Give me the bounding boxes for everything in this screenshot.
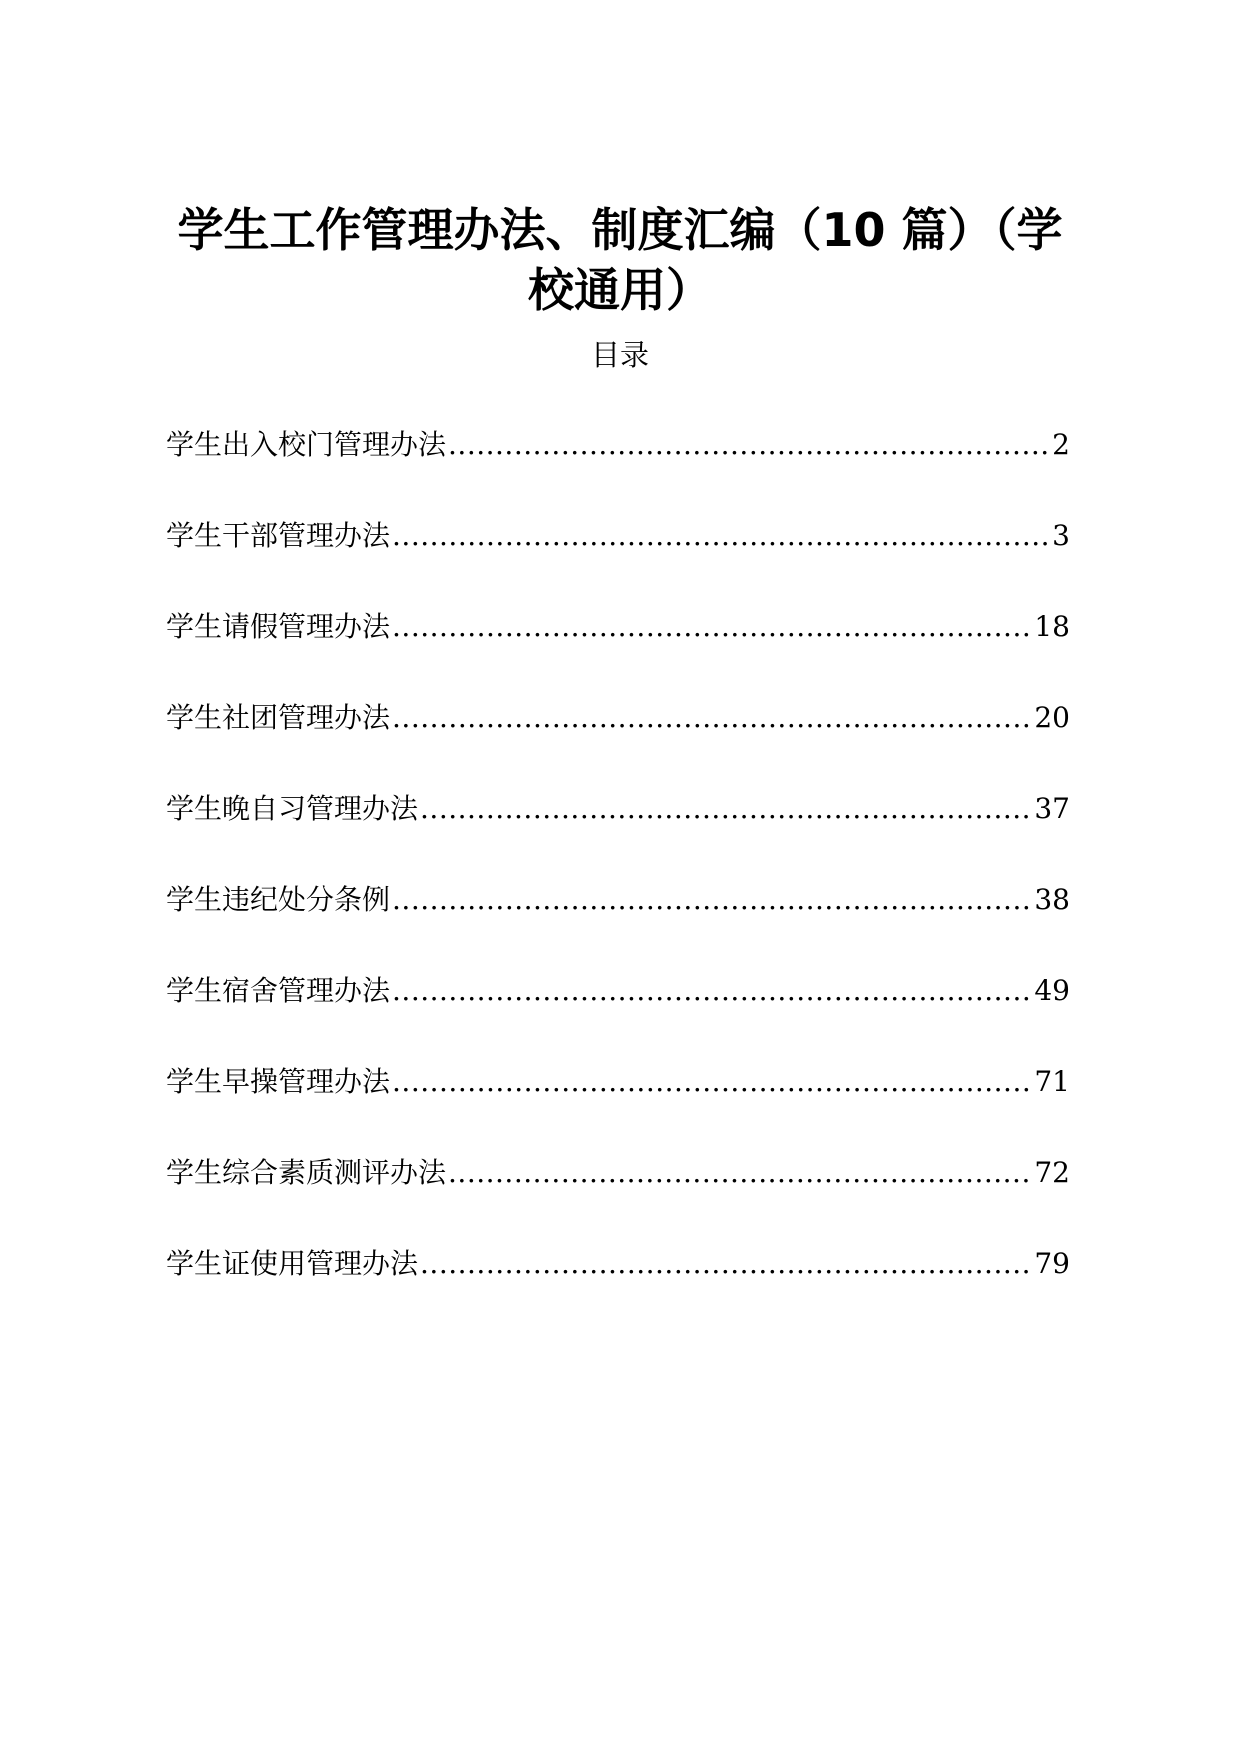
toc-entry[interactable] (166, 1062, 1070, 1153)
toc-dot-leader (420, 789, 1032, 829)
toc-dot-leader (392, 698, 1032, 738)
toc-entry[interactable] (166, 789, 1070, 880)
toc-entry-label: 学生证使用管理办法 (166, 1247, 419, 1280)
toc-entry-page: 71 (1034, 1065, 1070, 1098)
toc-entry[interactable] (166, 880, 1070, 971)
toc-entry-label: 学生综合素质测评办法 (166, 1156, 447, 1189)
toc-heading: 目录 (590, 338, 649, 372)
toc-entry-label: 学生早操管理办法 (166, 1065, 391, 1098)
toc-entry-page: 3 (1052, 519, 1070, 552)
toc-entry-label: 学生宿舍管理办法 (166, 974, 391, 1007)
toc-entry-label: 学生违纪处分条例 (166, 883, 391, 916)
toc-entry-page: 37 (1034, 792, 1070, 825)
toc-entry-page: 18 (1034, 610, 1070, 643)
toc-entry[interactable] (166, 425, 1070, 516)
toc-dot-leader (392, 971, 1032, 1011)
toc-entry[interactable] (166, 607, 1070, 698)
toc-entry-label: 学生出入校门管理办法 (166, 428, 447, 461)
table-of-contents (166, 425, 1070, 1335)
toc-entry-label: 学生社团管理办法 (166, 701, 391, 734)
toc-entry-page: 20 (1034, 701, 1070, 734)
toc-entry[interactable] (166, 698, 1070, 789)
toc-entry-label: 学生晚自习管理办法 (166, 792, 419, 825)
toc-dot-leader (392, 607, 1032, 647)
toc-entry[interactable] (166, 516, 1070, 607)
toc-entry-page: 49 (1034, 974, 1070, 1007)
toc-dot-leader (420, 1244, 1032, 1284)
toc-entry-page: 79 (1034, 1247, 1070, 1280)
document-title-line-2: 校通用） (528, 263, 712, 317)
toc-entry[interactable] (166, 1244, 1070, 1335)
toc-dot-leader (392, 516, 1050, 556)
toc-dot-leader (448, 1153, 1032, 1193)
toc-entry-page: 38 (1034, 883, 1070, 916)
toc-entry-label: 学生请假管理办法 (166, 610, 391, 643)
toc-entry-page: 72 (1034, 1156, 1070, 1189)
toc-entry[interactable] (166, 971, 1070, 1062)
toc-dot-leader (392, 880, 1032, 920)
toc-entry-label: 学生干部管理办法 (166, 519, 391, 552)
toc-dot-leader (392, 1062, 1032, 1102)
toc-dot-leader (448, 425, 1050, 465)
document-title-line-1: 学生工作管理办法、制度汇编（10 篇）（学 (177, 203, 1063, 257)
toc-entry-page: 2 (1052, 428, 1070, 461)
toc-entry[interactable] (166, 1153, 1070, 1244)
